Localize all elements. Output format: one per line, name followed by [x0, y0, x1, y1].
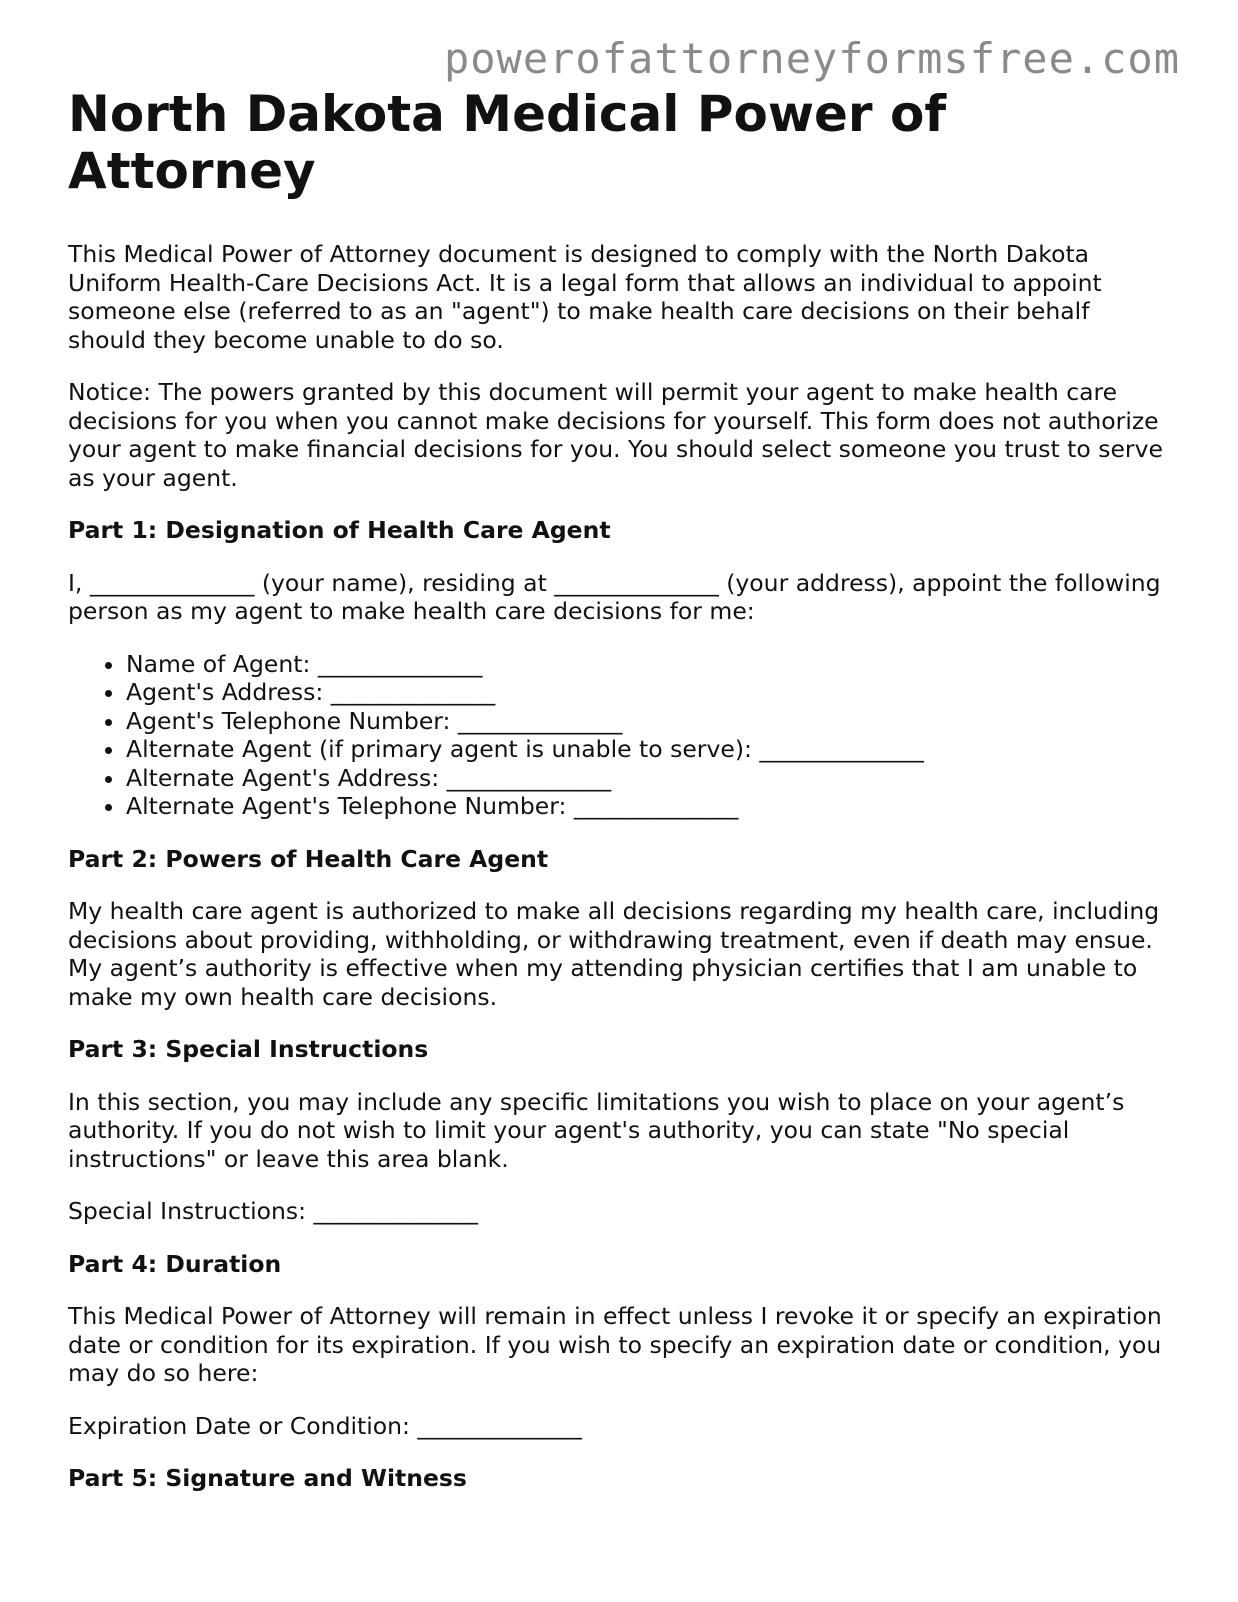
notice-paragraph: Notice: The powers granted by this document will permit your agent to make health care decisions for you when you cannot make decisions for yourself. This form does not authorize your agent to make financial decisions for you. You should select someone you trust to serve as your agent.: [68, 378, 1163, 492]
list-item-alternate-phone: • Alternate Agent's Telephone Number: ______________: [126, 792, 1170, 821]
watermark: powerofattorneyformsfree.com: [443, 34, 1180, 83]
part2-heading: Part 2: Powers of Health Care Agent: [68, 844, 549, 873]
part3-paragraph: In this section, you may include any specific limitations you wish to place on your agent’s authority. If you do not wish to limit your agent's authority, you can state "No special instructions" or leave this area blank.: [68, 1087, 1125, 1173]
part4-heading: Part 4: Duration: [68, 1249, 282, 1278]
list-item-alternate-address: • Alternate Agent's Address: ______________: [126, 764, 1170, 793]
document-title: North Dakota Medical Power of Attorney: [68, 85, 947, 200]
list-item-agent-address: • Agent's Address: ______________: [126, 678, 1170, 707]
part5-heading: Part 5: Signature and Witness: [68, 1464, 467, 1492]
list-item-agent-name: • Name of Agent: ______________: [126, 650, 1170, 679]
part2-paragraph: My health care agent is authorized to make all decisions regarding my health care, including decisions about providing, withholding, or withdrawing treatment, even if death may ensue. My agent’s authority is effective when my attending physician certifies that I am unable to make my own health care decisions.: [68, 897, 1160, 1011]
expiration-field: Expiration Date or Condition: ______________: [68, 1411, 582, 1440]
agent-fields-list: [68, 650, 1170, 821]
document-page: [68, 86, 1170, 1517]
part3-heading: Part 3: Special Instructions: [68, 1035, 429, 1063]
intro-paragraph: This Medical Power of Attorney document is designed to comply with the North Dakota Uniform Health-Care Decisions Act. It is a legal form that allows an individual to appoint someone else (referred to as an "agent") to make health care decisions on their behalf should they become unable to do so.: [68, 240, 1102, 354]
part4-paragraph: This Medical Power of Attorney will remain in effect unless I revoke it or specify an expiration date or condition for its expiration. If you wish to specify an expiration date or condition, you may do so here:: [68, 1302, 1162, 1387]
part1-paragraph: I, ______________ (your name), residing at ______________ (your address), appoint the following person as my agent to make health care decisions for me:: [68, 568, 1161, 625]
list-item-alternate-agent: • Alternate Agent (if primary agent is unable to serve): ______________: [126, 735, 1170, 764]
special-instructions-field: Special Instructions: ______________: [68, 1197, 479, 1225]
list-item-agent-phone: • Agent's Telephone Number: ______________: [126, 707, 1170, 736]
part1-heading: Part 1: Designation of Health Care Agent: [68, 516, 611, 544]
